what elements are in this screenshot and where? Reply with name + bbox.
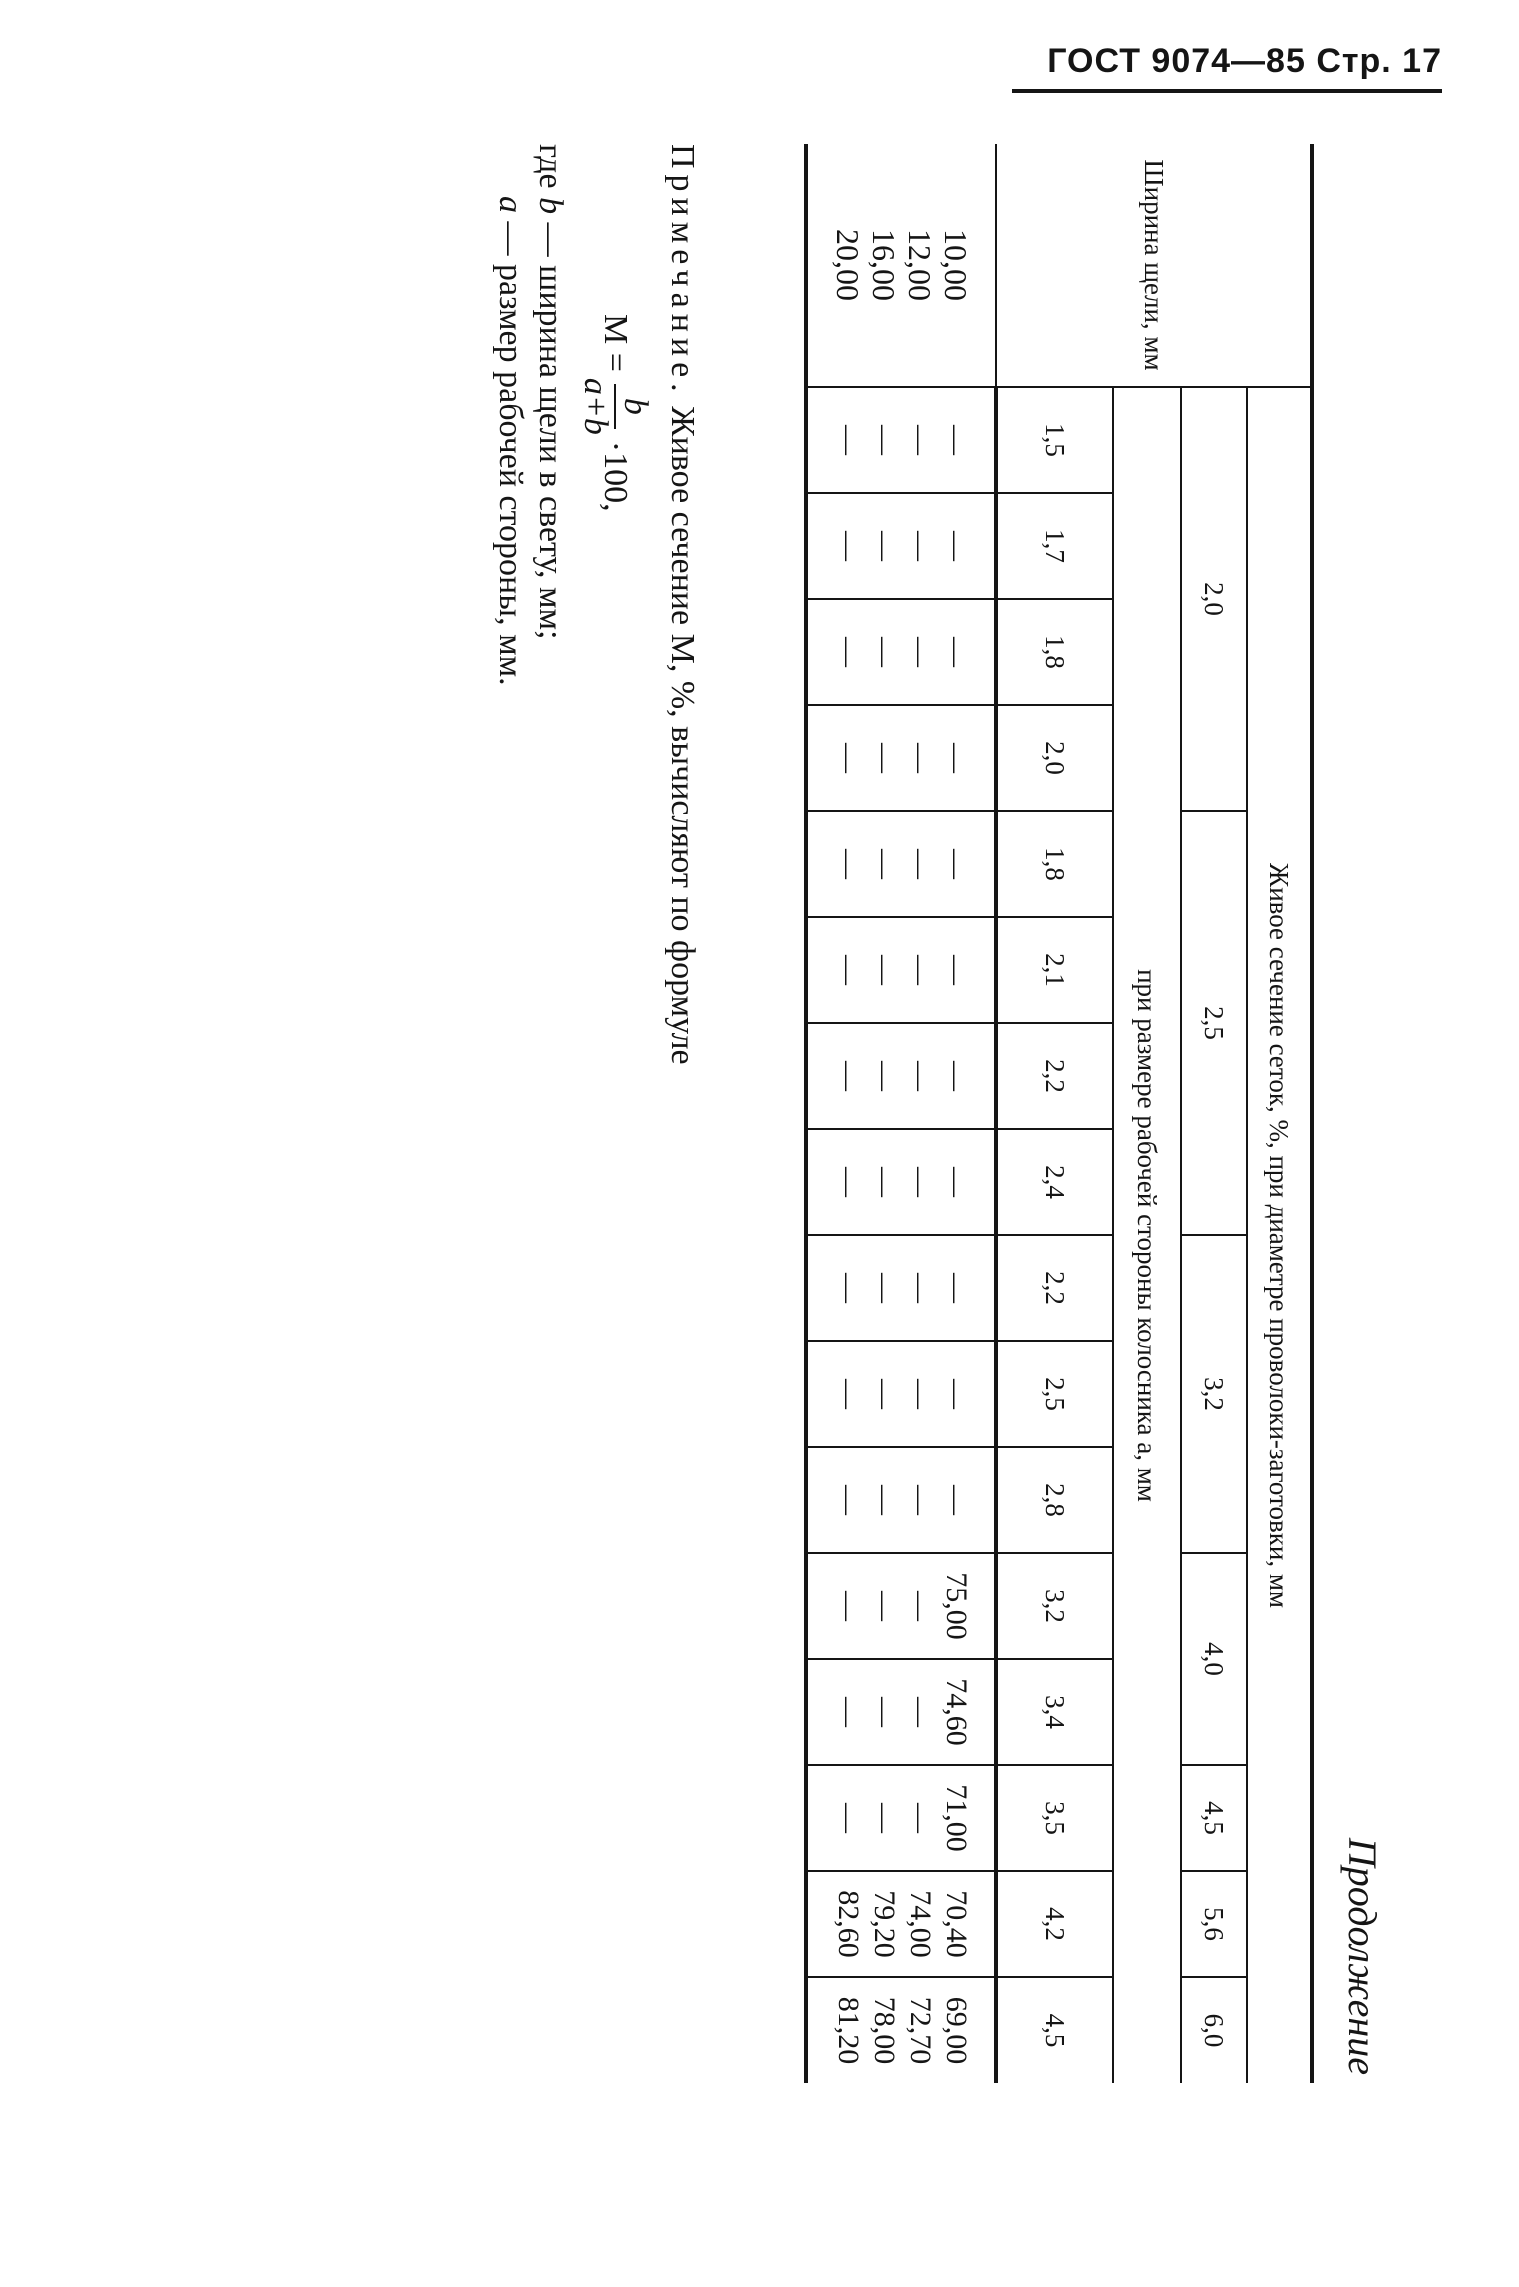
a-size-head: 2,0 — [996, 705, 1113, 811]
a-size-head: 1,7 — [996, 493, 1113, 599]
diameter-head: 2,0 — [1181, 387, 1247, 811]
value-cell: 74,60 — [938, 1659, 996, 1765]
note — [490, 144, 702, 2083]
value-cell: — — [938, 1341, 996, 1447]
value-cell: — — [866, 1341, 902, 1447]
value-cell: — — [806, 811, 866, 917]
a-size-head: 1,8 — [996, 811, 1113, 917]
value-cell: — — [902, 599, 938, 705]
slot-width-cell: 12,00 — [902, 229, 938, 301]
value-cell: — — [938, 1235, 996, 1341]
a-size-head: 3,5 — [996, 1765, 1113, 1871]
value-cell: — — [902, 1553, 938, 1659]
value-cell: 78,00 — [866, 1977, 902, 2083]
value-cell: — — [806, 1023, 866, 1129]
value-cell: — — [938, 1129, 996, 1235]
value-cell: 69,00 — [938, 1977, 996, 2083]
formula-tail: ·100, — [597, 440, 634, 512]
value-cell: 82,60 — [806, 1871, 866, 1977]
formula-fraction — [576, 378, 654, 435]
formula-lhs: M = — [597, 314, 634, 372]
a-size-head: 2,5 — [996, 1341, 1113, 1447]
value-cell: 74,00 — [902, 1871, 938, 1977]
value-cell: — — [938, 1023, 996, 1129]
value-cell: — — [902, 1129, 938, 1235]
formula-legend — [490, 144, 570, 2083]
value-cell: — — [938, 493, 996, 599]
value-cell: 75,00 — [938, 1553, 996, 1659]
value-cell: — — [902, 1765, 938, 1871]
value-cell: — — [866, 1235, 902, 1341]
formula-numerator: b — [614, 384, 654, 429]
a-size-head: 3,4 — [996, 1659, 1113, 1765]
value-cell: 81,20 — [806, 1977, 866, 2083]
value-cell: 71,00 — [938, 1765, 996, 1871]
table-row — [902, 144, 938, 2083]
a-size-head: 2,8 — [996, 1447, 1113, 1553]
diameter-head: 2,5 — [1181, 811, 1247, 1235]
table-body — [806, 144, 996, 2083]
value-cell: 72,70 — [902, 1977, 938, 2083]
value-cell: — — [902, 387, 938, 493]
value-cell: — — [902, 493, 938, 599]
a-size-head: 2,2 — [996, 1023, 1113, 1129]
note-text: Живое сечение M, %, вычисляют по формуле — [664, 406, 701, 1065]
value-cell: — — [866, 1765, 902, 1871]
value-cell: — — [902, 1659, 938, 1765]
header-rule — [1012, 89, 1442, 93]
value-cell: — — [902, 917, 938, 1023]
value-cell: — — [938, 387, 996, 493]
note-title: Примечание. — [664, 144, 701, 398]
value-cell: — — [806, 599, 866, 705]
legend-item: где b — ширина щели в свету, мм; — [532, 144, 569, 640]
value-cell: — — [938, 811, 996, 917]
value-cell: — — [866, 917, 902, 1023]
value-cell: — — [866, 493, 902, 599]
a-size-head: 1,8 — [996, 599, 1113, 705]
value-cell: — — [902, 811, 938, 917]
value-cell: — — [902, 1447, 938, 1553]
value-cell: — — [866, 1129, 902, 1235]
value-cell: — — [902, 1341, 938, 1447]
value-cell: — — [806, 1235, 866, 1341]
a-size-subhead: при размере рабочей стороны колосника a, мм — [1113, 387, 1181, 2083]
table-row — [938, 144, 996, 2083]
row-head: Ширина щели, мм — [996, 144, 1312, 387]
a-size-head: 2,2 — [996, 1235, 1113, 1341]
value-cell: — — [902, 1235, 938, 1341]
diameter-head: 5,6 — [1181, 1871, 1247, 1977]
diameter-head: 4,5 — [1181, 1765, 1247, 1871]
rotated-content — [132, 144, 1392, 2083]
legend-item: a — размер рабочей стороны, мм. — [492, 196, 529, 686]
value-cell: — — [902, 705, 938, 811]
value-cell: — — [806, 917, 866, 1023]
diameter-head: 6,0 — [1181, 1977, 1247, 2083]
value-cell: — — [866, 387, 902, 493]
a-size-head: 2,1 — [996, 917, 1113, 1023]
formula — [576, 314, 654, 2083]
diameter-head: 4,0 — [1181, 1553, 1247, 1765]
value-cell: — — [866, 1023, 902, 1129]
value-cell: — — [806, 705, 866, 811]
value-cell: — — [866, 1447, 902, 1553]
value-cell: — — [806, 1341, 866, 1447]
value-cell: — — [938, 917, 996, 1023]
value-cell: — — [938, 705, 996, 811]
value-cell: — — [866, 705, 902, 811]
value-cell: — — [806, 493, 866, 599]
a-size-head: 2,4 — [996, 1129, 1113, 1235]
table-row — [806, 144, 866, 2083]
mesh-table — [804, 144, 1314, 2083]
value-cell: — — [806, 1129, 866, 1235]
value-cell: 70,40 — [938, 1871, 996, 1977]
slot-width-cell: 10,00 — [938, 229, 975, 301]
value-cell: — — [806, 387, 866, 493]
page-header: ГОСТ 9074—85 Стр. 17 — [1047, 42, 1442, 80]
value-cell: — — [806, 1765, 866, 1871]
group-head: Живое сечение сеток, %, при диаметре проволоки-заготовки, мм — [1247, 387, 1312, 2083]
a-size-head: 4,5 — [996, 1977, 1113, 2083]
value-cell: — — [806, 1659, 866, 1765]
value-cell: — — [866, 811, 902, 917]
value-cell: — — [938, 1447, 996, 1553]
slot-width-cell: 20,00 — [806, 144, 866, 387]
formula-denominator: a+b — [577, 377, 614, 435]
a-size-head: 1,5 — [996, 387, 1113, 493]
value-cell: — — [866, 1553, 902, 1659]
continuation-label: Продолжение — [1340, 1837, 1385, 2075]
value-cell: — — [938, 599, 996, 705]
a-size-head: 4,2 — [996, 1871, 1113, 1977]
value-cell: — — [806, 1447, 866, 1553]
value-cell: — — [806, 1553, 866, 1659]
table-row — [866, 144, 902, 2083]
value-cell: 79,20 — [866, 1871, 902, 1977]
diameter-head: 3,2 — [1181, 1235, 1247, 1553]
value-cell: — — [866, 599, 902, 705]
value-cell: — — [866, 1659, 902, 1765]
value-cell: — — [902, 1023, 938, 1129]
a-size-head: 3,2 — [996, 1553, 1113, 1659]
slot-width-cell: 16,00 — [866, 229, 902, 301]
